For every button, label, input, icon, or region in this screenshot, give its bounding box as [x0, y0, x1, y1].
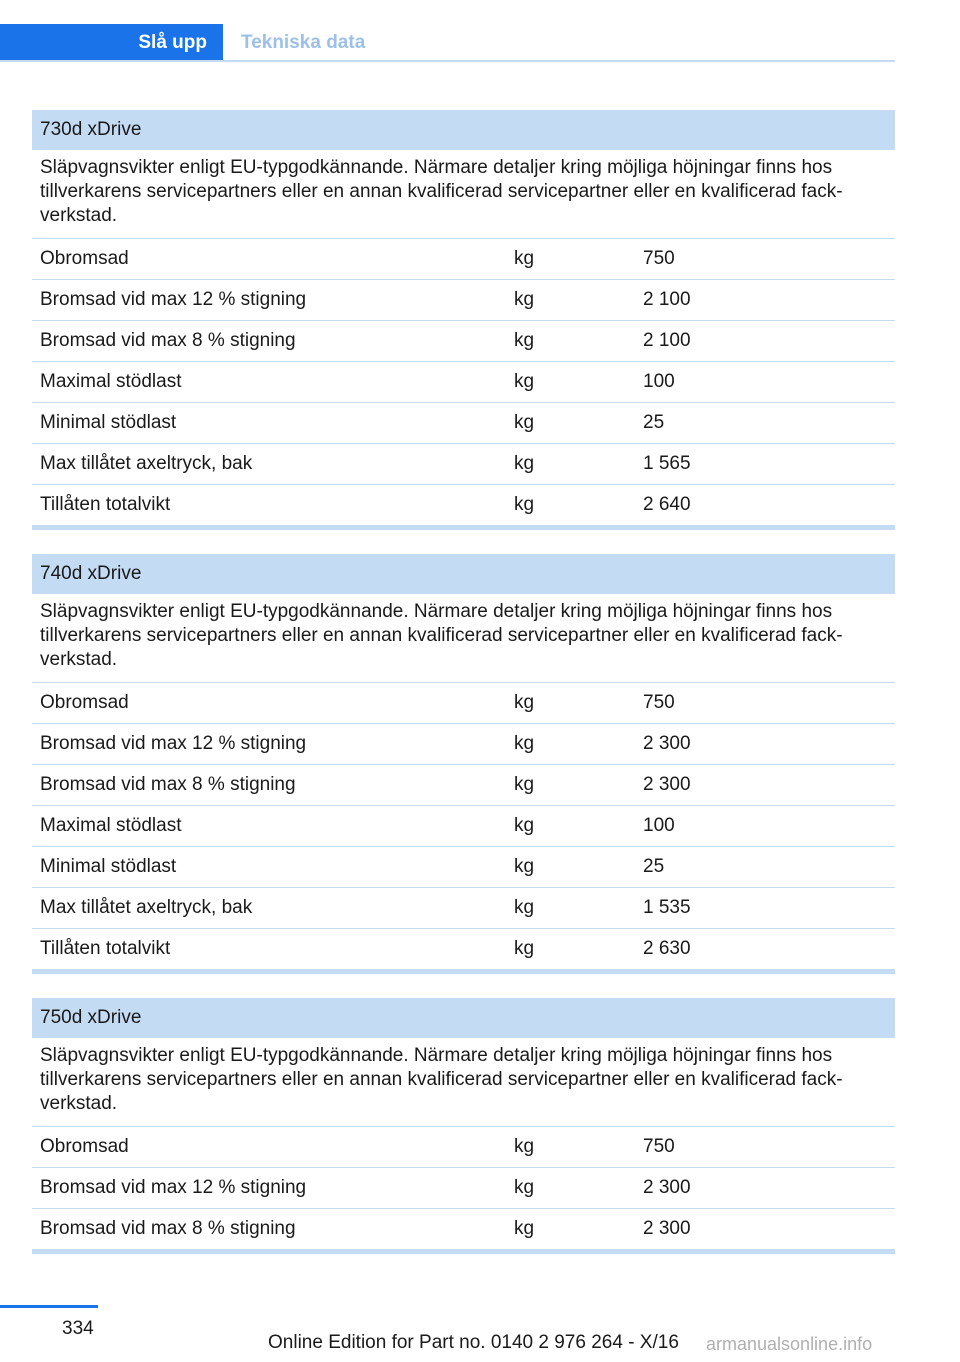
page-number: 334: [62, 1318, 94, 1339]
header-divider: [0, 60, 895, 62]
row-label: Bromsad vid max 12 % stigning: [40, 1177, 307, 1198]
row-label: Tillåten totalvikt: [40, 938, 171, 959]
row-unit: kg: [514, 248, 535, 269]
footer-accent-line: [0, 1305, 98, 1308]
table-row: [32, 239, 895, 280]
section-description: Släpvagnsvikter enligt EU-typgodkännande. Närmare detaljer kring möjliga höjningar finns hos tillverkarens servicepartners eller en annan kvalificerad servicepartner eller en kvalificerad fack-verkstad.: [32, 594, 895, 683]
row-value: 2 640: [643, 494, 691, 515]
row-unit: kg: [514, 856, 535, 877]
row-unit: kg: [514, 938, 535, 959]
row-value: 1 535: [643, 897, 691, 918]
tab-tekniska-data[interactable]: Tekniska data: [241, 32, 366, 53]
row-label: Minimal stödlast: [40, 412, 177, 433]
row-value: 2 300: [643, 774, 691, 795]
spec-section-750d: [32, 998, 895, 1254]
section-description: Släpvagnsvikter enligt EU-typgodkännande. Närmare detaljer kring möjliga höjningar finns hos tillverkarens servicepartners eller en annan kvalificerad servicepartner eller en kvalificerad fack-verkstad.: [32, 1038, 895, 1127]
row-unit: kg: [514, 494, 535, 515]
row-label: Bromsad vid max 8 % stigning: [40, 1218, 296, 1239]
table-row: [32, 929, 895, 974]
table-row: [32, 280, 895, 321]
row-unit: kg: [514, 1177, 535, 1198]
row-unit: kg: [514, 1136, 535, 1157]
row-value: 2 300: [643, 1177, 691, 1198]
table-row: [32, 485, 895, 530]
section-title: 730d xDrive: [32, 110, 895, 150]
table-row: [32, 403, 895, 444]
row-value: 750: [643, 248, 675, 269]
row-label: Max tillåtet axeltryck, bak: [40, 453, 253, 474]
watermark: armanualsonline.info: [706, 1334, 873, 1354]
row-label: Obromsad: [40, 692, 129, 713]
row-label: Bromsad vid max 12 % stigning: [40, 289, 307, 310]
table-row: [32, 362, 895, 403]
row-value: 2 300: [643, 1218, 691, 1239]
spec-table: [32, 683, 895, 974]
spec-table: [32, 1127, 895, 1254]
row-label: Bromsad vid max 12 % stigning: [40, 733, 307, 754]
row-unit: kg: [514, 330, 535, 351]
table-row: [32, 847, 895, 888]
spec-section-740d: [32, 554, 895, 974]
table-row: [32, 765, 895, 806]
row-unit: kg: [514, 289, 535, 310]
edition-note: Online Edition for Part no. 0140 2 976 264 - X/16: [268, 1332, 679, 1353]
table-row: [32, 1209, 895, 1254]
row-unit: kg: [514, 774, 535, 795]
row-value: 25: [643, 412, 665, 433]
section-description: Släpvagnsvikter enligt EU-typgodkännande. Närmare detaljer kring möjliga höjningar finns hos tillverkarens servicepartners eller en annan kvalificerad servicepartner eller en kvalificerad fack-verkstad.: [32, 150, 895, 239]
row-label: Obromsad: [40, 1136, 129, 1157]
row-unit: kg: [514, 412, 535, 433]
tab-sla-upp[interactable]: Slå upp: [0, 24, 223, 62]
row-unit: kg: [514, 1218, 535, 1239]
row-value: 100: [643, 815, 675, 836]
row-value: 100: [643, 371, 675, 392]
header-bar: [0, 24, 895, 62]
row-value: 25: [643, 856, 665, 877]
table-row: [32, 321, 895, 362]
row-value: 2 100: [643, 330, 691, 351]
spec-table: [32, 239, 895, 530]
row-unit: kg: [514, 453, 535, 474]
table-row: [32, 888, 895, 929]
row-label: Minimal stödlast: [40, 856, 177, 877]
row-value: 2 300: [643, 733, 691, 754]
section-title: 740d xDrive: [32, 554, 895, 594]
table-row: [32, 724, 895, 765]
row-label: Max tillåtet axeltryck, bak: [40, 897, 253, 918]
row-unit: kg: [514, 897, 535, 918]
section-title: 750d xDrive: [32, 998, 895, 1038]
row-value: 750: [643, 692, 675, 713]
row-unit: kg: [514, 733, 535, 754]
row-label: Bromsad vid max 8 % stigning: [40, 330, 296, 351]
row-unit: kg: [514, 692, 535, 713]
row-label: Bromsad vid max 8 % stigning: [40, 774, 296, 795]
table-row: [32, 683, 895, 724]
row-unit: kg: [514, 371, 535, 392]
row-label: Tillåten totalvikt: [40, 494, 171, 515]
row-label: Maximal stödlast: [40, 815, 182, 836]
row-value: 2 100: [643, 289, 691, 310]
spec-section-730d: [32, 110, 895, 530]
row-label: Maximal stödlast: [40, 371, 182, 392]
row-value: 2 630: [643, 938, 691, 959]
table-row: [32, 1127, 895, 1168]
row-value: 750: [643, 1136, 675, 1157]
row-unit: kg: [514, 815, 535, 836]
row-label: Obromsad: [40, 248, 129, 269]
table-row: [32, 444, 895, 485]
table-row: [32, 806, 895, 847]
row-value: 1 565: [643, 453, 691, 474]
table-row: [32, 1168, 895, 1209]
